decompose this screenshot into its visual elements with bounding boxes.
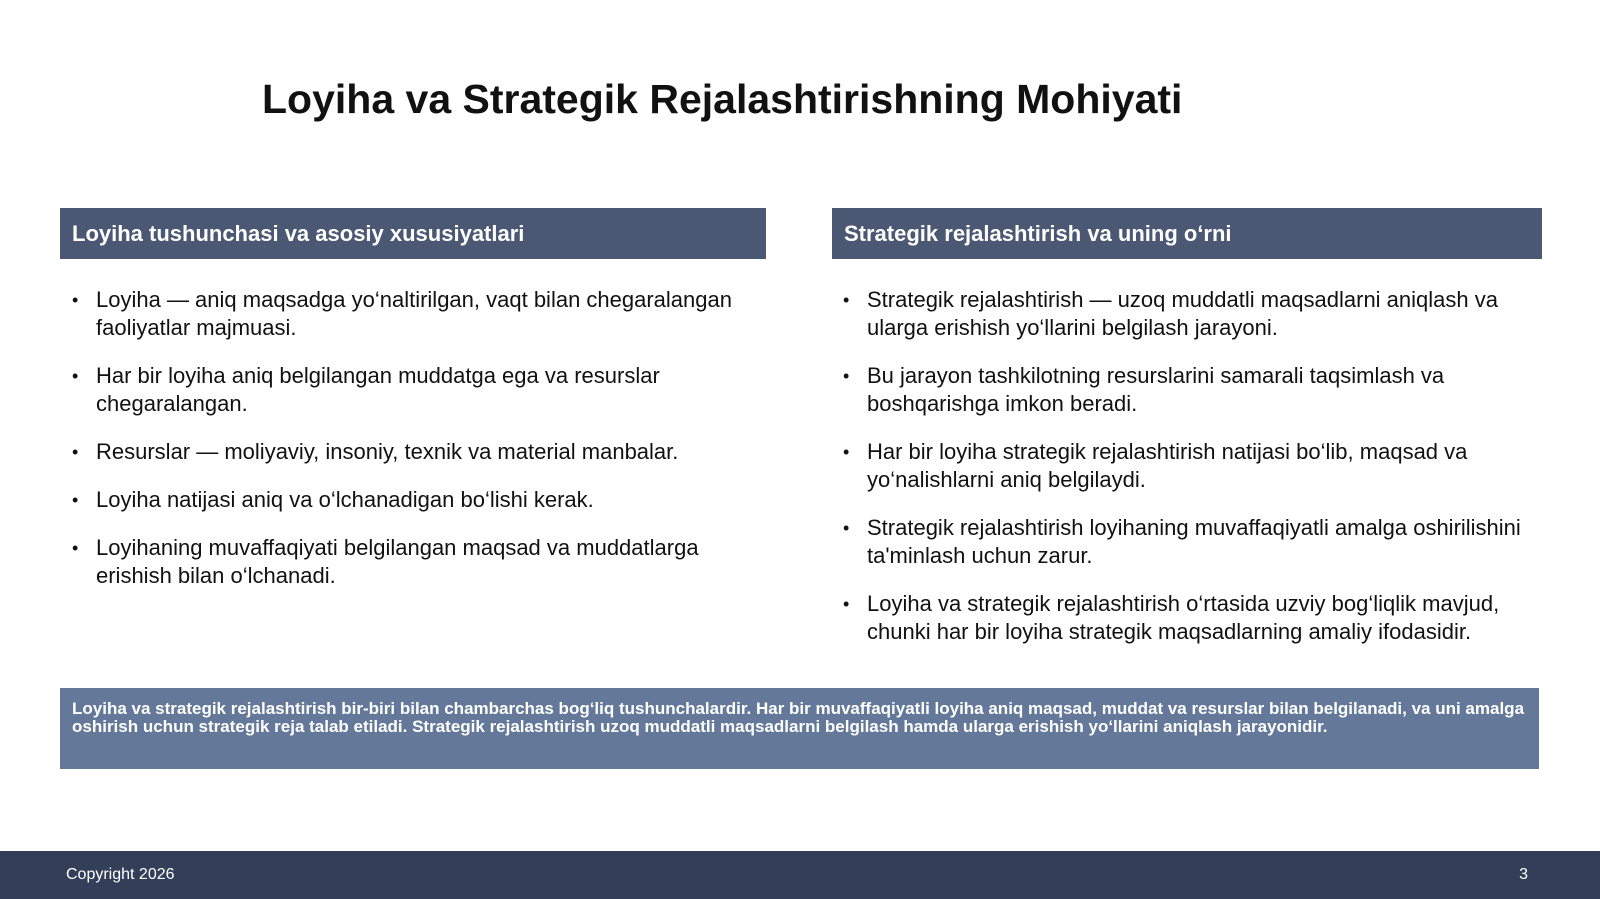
bullet-icon: • [843, 518, 850, 538]
bullet-text: Loyiha natijasi aniq va o‘lchanadigan bo‘lishi kerak. [96, 487, 594, 512]
bullet-item [841, 514, 1541, 570]
bullet-item [70, 362, 770, 418]
bullet-icon: • [72, 442, 79, 462]
bullet-item [70, 438, 770, 466]
slide-title: Loyiha va Strategik Rejalashtirishning Mohiyati [262, 76, 1183, 122]
bullet-icon: • [843, 594, 850, 614]
bullet-item [70, 486, 770, 514]
bullet-icon: • [843, 366, 850, 386]
bullet-text: Strategik rejalashtirish loyihaning muvaffaqiyatli amalga oshirilishini ta'minlash uchun zarur. [867, 515, 1521, 568]
summary-box [60, 688, 1539, 769]
page-number: 3 [1519, 866, 1528, 883]
bullet-text: Loyihaning muvaffaqiyati belgilangan maqsad va muddatlarga erishish bilan o‘lchanadi. [96, 535, 699, 588]
bullet-icon: • [843, 290, 850, 310]
left-column-header: Loyiha tushunchasi va asosiy xususiyatlari [60, 208, 766, 259]
bullet-text: Bu jarayon tashkilotning resurslarini samarali taqsimlash va boshqarishga imkon beradi. [867, 363, 1445, 416]
right-column-header: Strategik rejalashtirish va uning o‘rni [832, 208, 1542, 259]
bullet-text: Resurslar — moliyaviy, insoniy, texnik va material manbalar. [96, 439, 679, 464]
bullet-item [841, 362, 1541, 418]
bullet-text: Har bir loyiha strategik rejalashtirish natijasi bo‘lib, maqsad va yo‘nalishlarni aniq belgilaydi. [867, 439, 1468, 492]
right-bullet-list [841, 286, 1541, 666]
bullet-icon: • [843, 442, 850, 462]
bullet-item [841, 438, 1541, 494]
bullet-icon: • [72, 366, 79, 386]
bullet-text: Loyiha va strategik rejalashtirish o‘rtasida uzviy bog‘liqlik mavjud, chunki har bir loyiha strategik maqsadlarning amaliy ifodasidir. [867, 591, 1500, 644]
bullet-icon: • [72, 290, 79, 310]
bullet-icon: • [72, 490, 79, 510]
bullet-item [841, 286, 1541, 342]
bullet-item [70, 534, 770, 590]
bullet-item [70, 286, 770, 342]
bullet-icon: • [72, 538, 79, 558]
left-bullet-list [70, 286, 770, 610]
bullet-text: Har bir loyiha aniq belgilangan muddatga ega va resurslar chegaralangan. [96, 363, 660, 416]
footer [0, 851, 1600, 899]
copyright-text: Copyright 2026 [66, 866, 175, 883]
bullet-item [841, 590, 1541, 646]
bullet-text: Strategik rejalashtirish — uzoq muddatli maqsadlarni aniqlash va ularga erishish yo‘llarini belgilash jarayoni. [867, 287, 1498, 340]
summary-text: Loyiha va strategik rejalashtirish bir-biri bilan chambarchas bog‘liq tushunchalardir. Har bir muvaffaqiyatli loyiha aniq maqsad, muddat va resurslar bilan belgilanadi, va uni amalga oshirish uchun strategik reja talab etiladi. Strategik rejalashtirish uzoq muddatli maqsadlarni belgilash hamda ularga erishish yo‘llarini aniqlash jarayonidir. [72, 699, 1525, 736]
bullet-text: Loyiha — aniq maqsadga yo‘naltirilgan, vaqt bilan chegaralangan faoliyatlar majmuasi. [96, 287, 732, 340]
